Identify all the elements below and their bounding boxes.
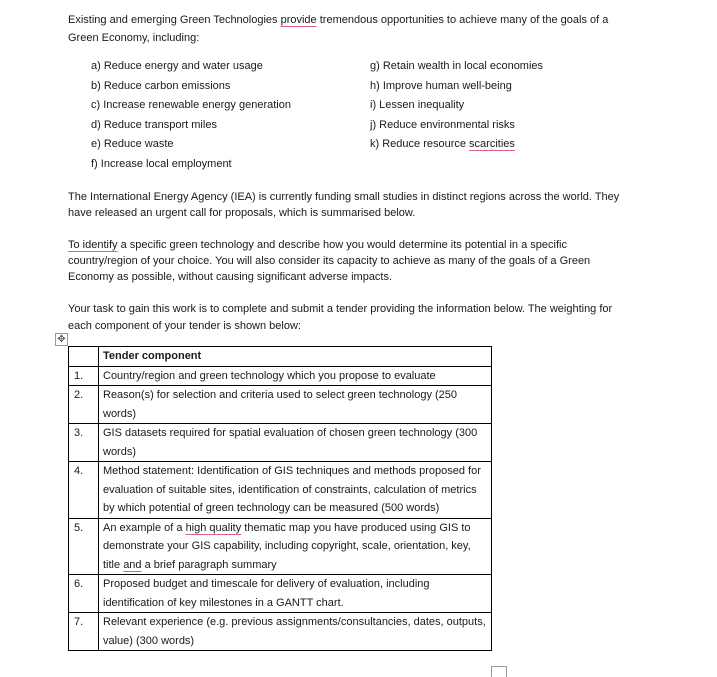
goal-item: i) Lessen inequality xyxy=(370,99,465,111)
task-text: a specific green technology and describe how you would determine its potential in a specific country/region of your choice. You will also consider its capacity to achieve as many of the goals of a Green Economy as possible, without causing significant adverse impacts. xyxy=(68,239,591,283)
table-resize-handle[interactable] xyxy=(491,666,507,677)
table-row xyxy=(69,518,492,575)
goal-item: a) Reduce energy and water usage xyxy=(91,60,263,72)
row-text: Relevant experience (e.g. previous assignments/consultancies, dates, outputs, value) (300 words) xyxy=(99,613,492,651)
row-text: Method statement: Identification of GIS techniques and methods proposed for evaluation of suitable sites, identification of constraints, calculation of metrics by which potential of green technology can be measured (500 words) xyxy=(99,462,492,519)
goal-item xyxy=(370,135,543,155)
goals-list-right xyxy=(370,57,543,155)
row-number: 5. xyxy=(69,518,99,575)
spellcheck-flag[interactable]: and xyxy=(123,558,142,571)
text: An example of a xyxy=(103,521,186,534)
text: thematic map you have produced using GIS to demonstrate your GIS capability, including copyright, scale, orientation, key, title xyxy=(103,521,471,571)
row-number: 1. xyxy=(69,366,99,386)
row-text xyxy=(99,518,492,575)
intro-text: tremendous opportunities to achieve many of the goals of a Green Economy, including: xyxy=(68,14,609,44)
goal-item: d) Reduce transport miles xyxy=(91,118,217,131)
task-paragraph xyxy=(68,237,628,285)
weighting-paragraph: Your task to gain this work is to complete and submit a tender providing the information below. The weighting for each component of your tender is shown below: xyxy=(68,303,613,332)
table-row xyxy=(69,462,492,519)
intro-paragraph xyxy=(68,11,628,47)
table-row xyxy=(69,575,492,613)
iea-paragraph: The International Energy Agency (IEA) is currently funding small studies in distinct regions across the world. They have released an urgent call for proposals, which is summarised below. xyxy=(68,191,620,219)
goal-item: e) Reduce waste xyxy=(91,138,174,150)
goal-item: b) Reduce carbon emissions xyxy=(91,79,231,92)
goal-text: k) Reduce resource xyxy=(370,138,470,150)
table-row xyxy=(69,424,492,462)
row-number: 7. xyxy=(69,613,99,651)
goal-item: j) Reduce environmental risks xyxy=(370,118,515,131)
row-number: 6. xyxy=(69,575,99,613)
row-number: 2. xyxy=(69,386,99,424)
goal-item: g) Retain wealth in local economies xyxy=(370,60,544,72)
row-text: Reason(s) for selection and criteria used to select green technology (250 words) xyxy=(99,386,492,424)
table-row xyxy=(69,613,492,651)
spellcheck-flag[interactable]: To identify xyxy=(68,239,118,251)
table-row xyxy=(69,386,492,424)
table-row xyxy=(69,366,492,386)
row-number: 4. xyxy=(69,462,99,519)
text: a brief paragraph summary xyxy=(141,558,277,571)
spellcheck-flag[interactable]: scarcities xyxy=(469,138,515,150)
spellcheck-flag[interactable]: provide xyxy=(280,14,317,26)
table-move-handle-icon[interactable]: ✥ xyxy=(55,333,68,346)
intro-text: Existing and emerging Green Technologies xyxy=(68,14,281,26)
goal-item: h) Improve human well-being xyxy=(370,79,512,92)
row-text: GIS datasets required for spatial evaluation of chosen green technology (300 words) xyxy=(99,424,492,462)
goals-list-left xyxy=(91,57,291,174)
goal-item: c) Increase renewable energy generation xyxy=(91,99,291,111)
tender-table xyxy=(68,346,492,651)
goal-item: f) Increase local employment xyxy=(91,157,232,170)
row-text: Country/region and green technology which you propose to evaluate xyxy=(99,366,492,386)
row-number: 3. xyxy=(69,424,99,462)
table-header-row xyxy=(69,347,492,367)
header-cell: Tender component xyxy=(99,347,492,367)
spellcheck-flag[interactable]: high quality xyxy=(185,521,242,534)
row-text: Proposed budget and timescale for delivery of evaluation, including identification of key milestones in a GANTT chart. xyxy=(99,575,492,613)
